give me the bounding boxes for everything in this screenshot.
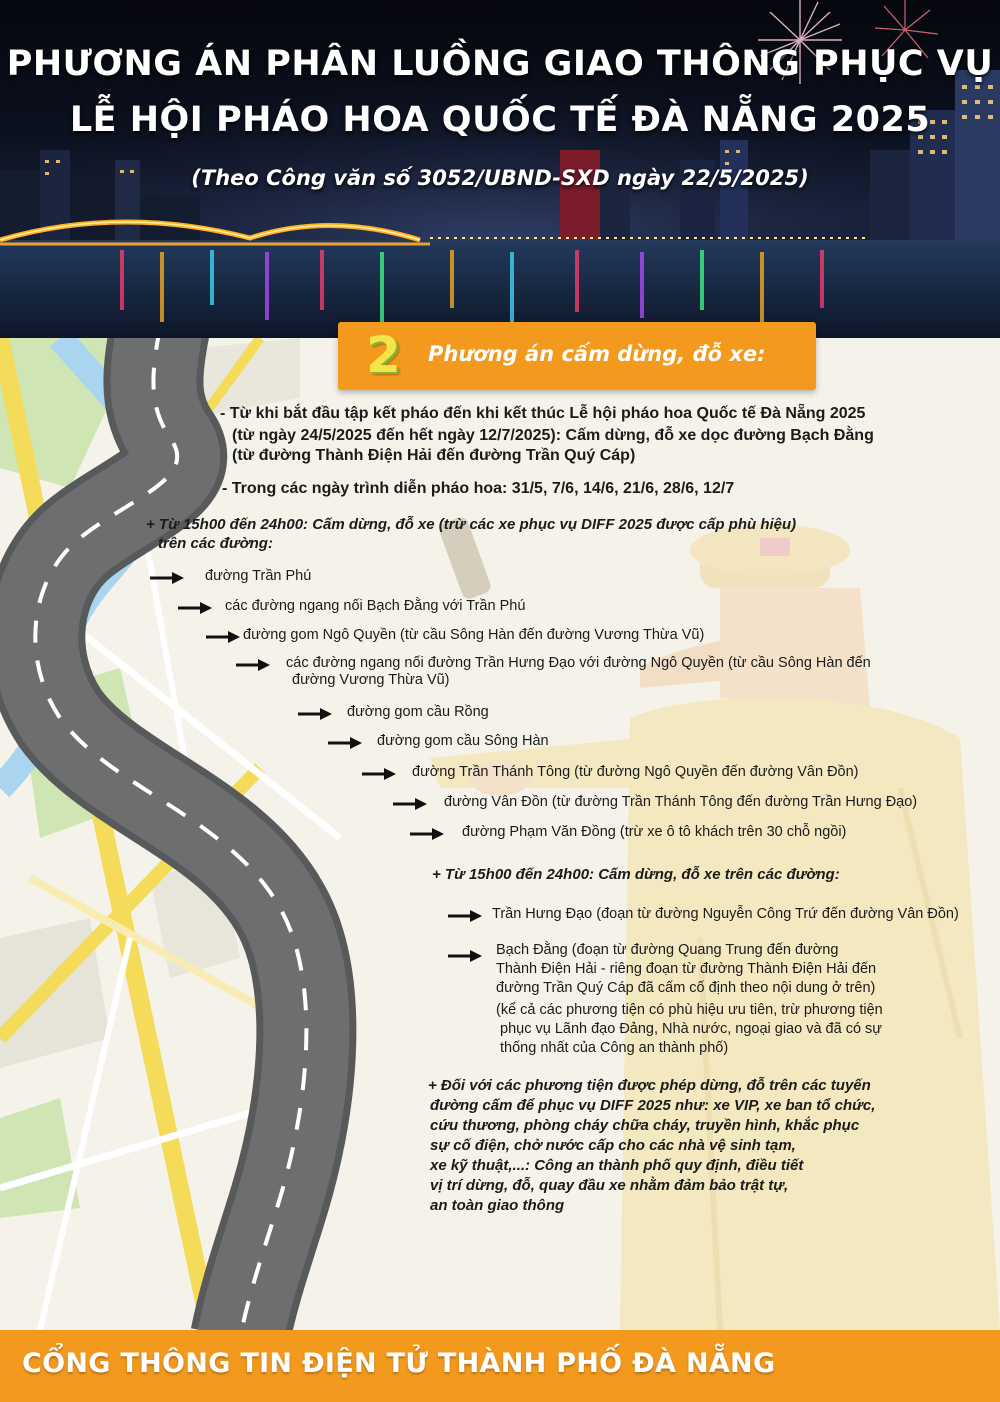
arrow-right-icon	[393, 798, 427, 810]
final-paragraph-line: xe kỹ thuật,...: Công an thành phố quy định, điều tiết	[430, 1157, 804, 1174]
final-paragraph-line: sự cố điện, chở nước cấp cho các nhà vệ sinh tạm,	[430, 1137, 796, 1154]
paragraph-1-line-2: (từ ngày 24/5/2025 đến hết ngày 12/7/2025): Cấm dừng, đỗ xe dọc đường Bạch Đằng	[232, 427, 874, 444]
arrow-right-icon	[206, 631, 240, 643]
final-paragraph-line: đường cấm để phục vụ DIFF 2025 như: xe VIP, xe ban tổ chức,	[430, 1097, 876, 1114]
arrow-right-icon	[328, 737, 362, 749]
arrow-right-icon	[448, 950, 482, 962]
list-item: đường gom cầu Rồng	[347, 704, 489, 720]
paragraph-2: - Trong các ngày trình diễn pháo hoa: 31/5, 7/6, 14/6, 21/6, 28/6, 12/7	[222, 480, 735, 497]
subsection-2: + Từ 15h00 đến 24h00: Cấm dừng, đỗ xe trên các đường:	[432, 866, 840, 883]
main-title-line-2: LỄ HỘI PHÁO HOA QUỐC TẾ ĐÀ NẴNG 2025	[69, 100, 931, 140]
list-item: đường gom cầu Sông Hàn	[377, 733, 549, 749]
arrow-right-icon	[298, 708, 332, 720]
list-item: đường Phạm Văn Đồng (trừ xe ô tô khách trên 30 chỗ ngồi)	[462, 824, 847, 840]
arrow-right-icon	[150, 572, 184, 584]
list-item-continuation: đường Trần Quý Cáp đã cấm cố định theo nội dung ở trên)	[496, 980, 876, 996]
paragraph-1-line-3: (từ đường Thành Điện Hải đến đường Trần Quý Cáp)	[232, 447, 636, 464]
list-item: các đường ngang nối đường Trần Hưng Đạo với đường Ngô Quyền (từ cầu Sông Hàn đến	[286, 655, 871, 671]
footer-banner	[0, 1330, 1000, 1402]
list-item: đường Trần Phú	[205, 568, 312, 584]
arrow-right-icon	[448, 910, 482, 922]
list-item-continuation: Thành Điện Hải - riêng đoạn từ đường Thành Điện Hải đến	[496, 961, 877, 977]
list-item-note: (kể cả các phương tiện có phù hiệu ưu tiên, trừ phương tiện	[496, 1002, 883, 1018]
list-item: Trần Hưng Đạo (đoạn từ đường Nguyễn Công Trứ đến đường Vân Đồn)	[492, 906, 959, 922]
document-reference: (Theo Công văn số 3052/UBND-SXD ngày 22/5/2025)	[191, 166, 809, 190]
final-paragraph-line: cứu thương, phòng cháy chữa cháy, truyền hình, khắc phục	[430, 1117, 860, 1134]
main-title-line-1: PHƯƠNG ÁN PHÂN LUỒNG GIAO THÔNG PHỤC VỤ	[6, 44, 994, 84]
list-item-note: phục vụ Lãnh đạo Đảng, Nhà nước, ngoại giao và đã có sự	[500, 1021, 883, 1037]
list-item: Bạch Đằng (đoạn từ đường Quang Trung đến đường	[496, 942, 839, 958]
arrow-right-icon	[410, 828, 444, 840]
subsection-1-line-1: + Từ 15h00 đến 24h00: Cấm dừng, đỗ xe (trừ các xe phục vụ DIFF 2025 được cấp phù hiệu)	[146, 516, 797, 533]
final-paragraph-line: an toàn giao thông	[430, 1197, 565, 1214]
paragraph-1-line-1: - Từ khi bắt đầu tập kết pháo đến khi kết thúc Lễ hội pháo hoa Quốc tế Đà Nẵng 2025	[220, 405, 866, 422]
section-header	[338, 322, 816, 390]
header-banner	[0, 0, 1000, 338]
footer-publisher: CỔNG THÔNG TIN ĐIỆN TỬ THÀNH PHỐ ĐÀ NẴNG	[22, 1348, 776, 1379]
list-item: đường gom Ngô Quyền (từ cầu Sông Hàn đến đường Vương Thừa Vũ)	[243, 627, 705, 643]
list-item: đường Trần Thánh Tông (từ đường Ngô Quyền đến đường Vân Đồn)	[412, 764, 859, 780]
arrow-right-icon	[362, 768, 396, 780]
list-item-continuation: đường Vương Thừa Vũ)	[292, 672, 450, 688]
final-paragraph-line: vị trí dừng, đỗ, quay đầu xe nhằm đảm bảo trật tự,	[430, 1177, 789, 1194]
subsection-1-line-2: trên các đường:	[158, 535, 273, 552]
arrow-right-icon	[236, 659, 270, 671]
section-number: 2	[366, 326, 401, 384]
list-item: đường Vân Đồn (từ đường Trần Thánh Tông đến đường Trần Hưng Đạo)	[444, 794, 918, 810]
list-item-note: thống nhất của Công an thành phố)	[500, 1040, 729, 1056]
final-paragraph-line: + Đối với các phương tiện được phép dừng, đỗ trên các tuyến	[428, 1077, 871, 1094]
section-title: Phương án cấm dừng, đỗ xe:	[428, 342, 766, 366]
arrow-right-icon	[178, 602, 212, 614]
list-item: các đường ngang nối Bạch Đằng với Trần Phú	[225, 598, 526, 614]
